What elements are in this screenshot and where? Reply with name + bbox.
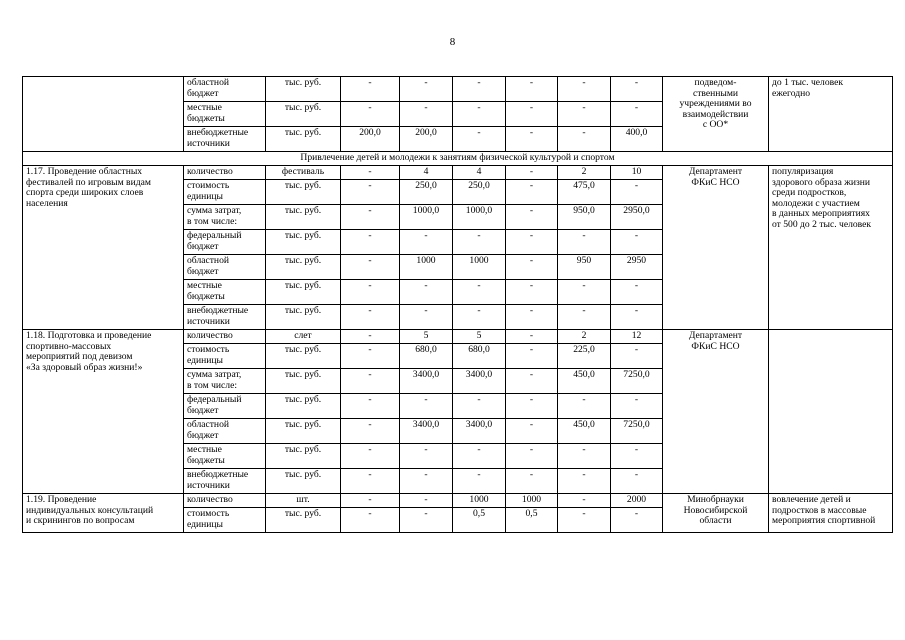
unit-cell: тыс. руб. [266, 102, 341, 127]
value-cell: 450,0 [558, 419, 611, 444]
value-cell: 1000 [453, 255, 506, 280]
indicator-name: областной бюджет [184, 77, 266, 102]
value-cell: - [558, 469, 611, 494]
value-cell: - [506, 469, 558, 494]
value-cell: 10 [611, 166, 663, 180]
unit-cell: тыс. руб. [266, 77, 341, 102]
value-cell: 2 [558, 166, 611, 180]
value-cell: - [506, 230, 558, 255]
value-cell: - [341, 469, 400, 494]
unit-cell: тыс. руб. [266, 394, 341, 419]
value-cell: - [453, 127, 506, 152]
executor-cell: Департамент ФКиС НСО [663, 330, 769, 494]
unit-cell: тыс. руб. [266, 127, 341, 152]
value-cell: 1000,0 [453, 205, 506, 230]
value-cell: - [611, 102, 663, 127]
value-cell: - [341, 205, 400, 230]
unit-cell: тыс. руб. [266, 369, 341, 394]
unit-cell: шт. [266, 494, 341, 508]
measure-title: 1.19. Проведение индивидуальных консультаций и скринингов по вопросам [23, 494, 184, 533]
unit-cell: тыс. руб. [266, 444, 341, 469]
indicator-name: внебюджетные источники [184, 305, 266, 330]
value-cell: - [558, 77, 611, 102]
unit-cell: тыс. руб. [266, 419, 341, 444]
indicator-name: сумма затрат, в том числе: [184, 205, 266, 230]
indicator-name: федеральный бюджет [184, 230, 266, 255]
value-cell: - [506, 369, 558, 394]
indicator-name: количество [184, 330, 266, 344]
value-cell: - [611, 280, 663, 305]
value-cell: - [400, 469, 453, 494]
indicator-name: местные бюджеты [184, 280, 266, 305]
value-cell: - [400, 508, 453, 533]
value-cell: 1000,0 [400, 205, 453, 230]
indicator-name: областной бюджет [184, 419, 266, 444]
result-cell: вовлечение детей и подростков в массовые мероприятия спортивной [769, 494, 893, 533]
indicator-name: местные бюджеты [184, 444, 266, 469]
executor-cell: Департамент ФКиС НСО [663, 166, 769, 330]
measure-title: 1.17. Проведение областных фестивалей по игровым видам спорта среди широких слоев населения [23, 166, 184, 330]
value-cell: - [558, 280, 611, 305]
value-cell: - [558, 508, 611, 533]
value-cell: 950,0 [558, 205, 611, 230]
unit-cell: тыс. руб. [266, 255, 341, 280]
value-cell: - [506, 419, 558, 444]
value-cell: - [400, 102, 453, 127]
value-cell: 2000 [611, 494, 663, 508]
value-cell: - [506, 255, 558, 280]
value-cell: - [558, 394, 611, 419]
program-table [22, 76, 893, 533]
value-cell: 3400,0 [400, 369, 453, 394]
value-cell: - [506, 127, 558, 152]
value-cell: - [400, 305, 453, 330]
unit-cell: тыс. руб. [266, 230, 341, 255]
table-row [23, 330, 893, 344]
value-cell: 3400,0 [453, 369, 506, 394]
value-cell: - [341, 494, 400, 508]
value-cell: - [400, 77, 453, 102]
value-cell: - [506, 102, 558, 127]
value-cell: - [506, 280, 558, 305]
value-cell: - [341, 330, 400, 344]
value-cell: 2 [558, 330, 611, 344]
value-cell: - [611, 508, 663, 533]
value-cell: - [558, 305, 611, 330]
value-cell: - [611, 230, 663, 255]
value-cell: 2950 [611, 255, 663, 280]
value-cell: - [341, 280, 400, 305]
value-cell: 950 [558, 255, 611, 280]
value-cell: - [611, 180, 663, 205]
unit-cell: тыс. руб. [266, 469, 341, 494]
value-cell: 12 [611, 330, 663, 344]
result-cell: популяризация здорового образа жизни среди подростков, молодежи с участием в данных мероприятиях от 500 до 2 тыс. человек [769, 166, 893, 330]
value-cell: - [506, 305, 558, 330]
indicator-name: сумма затрат, в том числе: [184, 369, 266, 394]
value-cell: - [558, 102, 611, 127]
value-cell: - [400, 494, 453, 508]
table-row [23, 77, 893, 102]
executor-cell: Минобрнауки Новосибирской области [663, 494, 769, 533]
value-cell: 475,0 [558, 180, 611, 205]
value-cell: - [341, 508, 400, 533]
indicator-name: количество [184, 494, 266, 508]
value-cell: 200,0 [341, 127, 400, 152]
value-cell: 400,0 [611, 127, 663, 152]
unit-cell: тыс. руб. [266, 508, 341, 533]
result-cell: до 1 тыс. человек ежегодно [769, 77, 893, 152]
value-cell: - [611, 305, 663, 330]
indicator-name: областной бюджет [184, 255, 266, 280]
value-cell: - [453, 305, 506, 330]
value-cell: - [341, 394, 400, 419]
indicator-name: стоимость единицы [184, 180, 266, 205]
unit-cell: слет [266, 330, 341, 344]
value-cell: - [400, 230, 453, 255]
measure-title: 1.18. Подготовка и проведение спортивно-массовых мероприятий под девизом «За здоровый образ жизни!» [23, 330, 184, 494]
result-cell [769, 330, 893, 494]
value-cell: 1000 [400, 255, 453, 280]
indicator-name: внебюджетные источники [184, 127, 266, 152]
value-cell: - [453, 102, 506, 127]
value-cell: - [341, 230, 400, 255]
value-cell: - [341, 305, 400, 330]
value-cell: 0,5 [453, 508, 506, 533]
unit-cell: тыс. руб. [266, 180, 341, 205]
section-title: Привлечение детей и молодежи к занятиям физической культурой и спортом [23, 152, 893, 166]
measure-title [23, 77, 184, 152]
value-cell: - [453, 469, 506, 494]
value-cell: - [506, 344, 558, 369]
value-cell: 4 [453, 166, 506, 180]
indicator-name: стоимость единицы [184, 344, 266, 369]
value-cell: - [558, 127, 611, 152]
indicator-name: внебюджетные источники [184, 469, 266, 494]
value-cell: - [611, 77, 663, 102]
value-cell: - [453, 77, 506, 102]
value-cell: - [341, 77, 400, 102]
value-cell: - [453, 230, 506, 255]
table-row [23, 166, 893, 180]
value-cell: - [506, 205, 558, 230]
indicator-name: федеральный бюджет [184, 394, 266, 419]
executor-cell: подведом- ственными учреждениями во взаимодействии с ОО* [663, 77, 769, 152]
value-cell: - [558, 444, 611, 469]
value-cell: 7250,0 [611, 419, 663, 444]
value-cell: - [341, 166, 400, 180]
value-cell: 3400,0 [453, 419, 506, 444]
value-cell: - [453, 394, 506, 419]
value-cell: 3400,0 [400, 419, 453, 444]
value-cell: - [453, 444, 506, 469]
value-cell: 0,5 [506, 508, 558, 533]
value-cell: 1000 [453, 494, 506, 508]
value-cell: - [506, 330, 558, 344]
value-cell: - [400, 444, 453, 469]
value-cell: 225,0 [558, 344, 611, 369]
unit-cell: фестиваль [266, 166, 341, 180]
unit-cell: тыс. руб. [266, 205, 341, 230]
unit-cell: тыс. руб. [266, 280, 341, 305]
value-cell: 5 [400, 330, 453, 344]
unit-cell: тыс. руб. [266, 305, 341, 330]
value-cell: 7250,0 [611, 369, 663, 394]
value-cell: - [611, 394, 663, 419]
value-cell: 200,0 [400, 127, 453, 152]
value-cell: - [506, 394, 558, 419]
value-cell: 250,0 [400, 180, 453, 205]
value-cell: - [400, 280, 453, 305]
value-cell: 5 [453, 330, 506, 344]
value-cell: - [341, 419, 400, 444]
value-cell: - [506, 180, 558, 205]
value-cell: - [341, 444, 400, 469]
value-cell: 680,0 [400, 344, 453, 369]
value-cell: - [341, 369, 400, 394]
value-cell: 450,0 [558, 369, 611, 394]
value-cell: - [341, 102, 400, 127]
value-cell: 250,0 [453, 180, 506, 205]
value-cell: - [611, 469, 663, 494]
section-row [23, 152, 893, 166]
value-cell: - [558, 494, 611, 508]
indicator-name: количество [184, 166, 266, 180]
value-cell: - [341, 255, 400, 280]
value-cell: 1000 [506, 494, 558, 508]
value-cell: 2950,0 [611, 205, 663, 230]
value-cell: - [341, 344, 400, 369]
value-cell: - [400, 394, 453, 419]
value-cell: - [611, 344, 663, 369]
value-cell: - [558, 230, 611, 255]
value-cell: 4 [400, 166, 453, 180]
table-row [23, 494, 893, 508]
value-cell: - [453, 280, 506, 305]
value-cell: - [506, 77, 558, 102]
page-number: 8 [449, 36, 456, 48]
indicator-name: местные бюджеты [184, 102, 266, 127]
value-cell: - [506, 166, 558, 180]
value-cell: - [341, 180, 400, 205]
value-cell: - [506, 444, 558, 469]
value-cell: - [611, 444, 663, 469]
indicator-name: стоимость единицы [184, 508, 266, 533]
unit-cell: тыс. руб. [266, 344, 341, 369]
value-cell: 680,0 [453, 344, 506, 369]
table-body [23, 77, 893, 533]
